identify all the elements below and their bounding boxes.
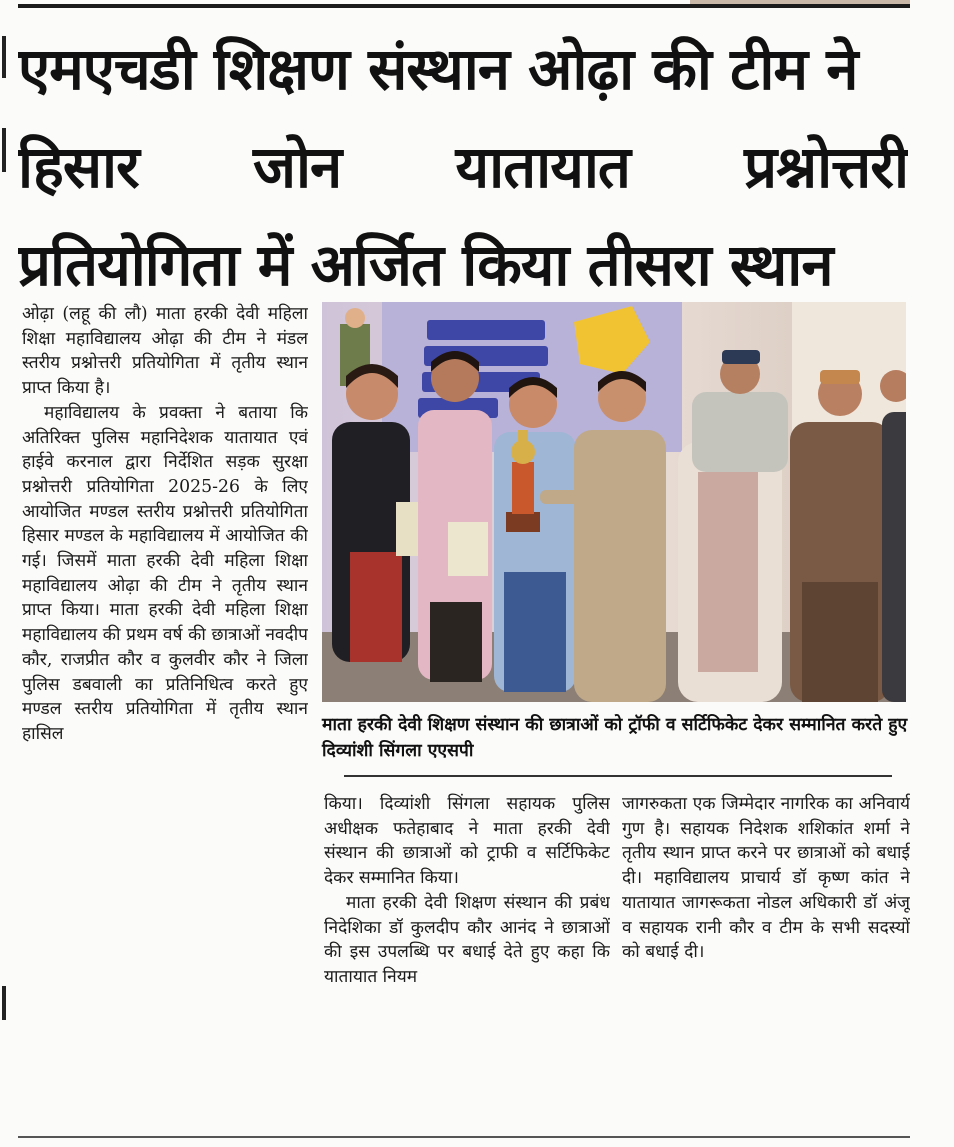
person	[880, 370, 906, 702]
photo-caption: माता हरकी देवी शिक्षण संस्थान की छात्राओं को ट्रॉफी व सर्टिफिकेट देकर सम्मानित करते हुए दिव्यांशी सिंगला एएसपी	[322, 715, 908, 761]
paragraph: माता हरकी देवी शिक्षण संस्थान की प्रबंध निदेशिका डॉ कुलदीप कौर आनंद ने छात्राओं की इस उपलब्धि पर बधाई देते हुए कहा कि यातायात नियम	[324, 892, 610, 987]
headline-line-3: प्रतियोगिता में अर्जित किया तीसरा स्थान	[18, 231, 833, 299]
caption-rule	[344, 775, 892, 777]
award-photo	[322, 302, 906, 702]
headline	[18, 20, 908, 314]
body-column-2	[324, 792, 610, 1112]
headline-line-1: एमएचडी शिक्षण संस्थान ओढ़ा की टीम ने	[18, 35, 858, 103]
paragraph: महाविद्यालय के प्रवक्ता ने बताया कि अतिरिक्त पुलिस महानिदेशक यातायात एवं हाईवे करनाल द्वारा निर्देशित सड़क सुरक्षा प्रश्नोत्तरी प्रतियोगिता 2025-26 के लिए आयोजित मण्डल स्तरीय प्रश्नोत्तरी प्रतियोगिता हिसार मण्डल के महाविद्यालय में आयोजित की गई। जिसमें माता हरकी देवी महिला शिक्षा महाविद्यालय ओढ़ा की टीम ने तृतीय स्थान प्राप्त किया। माता हरकी देवी महिला शिक्षा महाविद्यालय की प्रथम वर्ष की छात्राओं नवदीप कौर, राजप्रीत कौर व कुलवीर कौर ने जिला पुलिस डबवाली का प्रतिनिधित्व करते हुए मण्डल स्तरीय प्रतियोगिता में तृतीय स्थान हासिल	[22, 402, 308, 744]
margin-mark	[2, 986, 6, 1020]
margin-mark	[2, 36, 6, 78]
headline-line-2: हिसार जोन यातायात प्रश्नोत्तरी	[18, 133, 908, 201]
body-column-3	[622, 792, 910, 1112]
paragraph: किया। दिव्यांशी सिंगला सहायक पुलिस अधीक्षक फतेहाबाद ने माता हरकी देवी संस्थान की छात्राओं को ट्राफी व सर्टिफिकेट देकर सम्मानित किया।	[324, 794, 610, 889]
body-column-1	[22, 302, 308, 1082]
bottom-rule	[18, 1136, 910, 1138]
paragraph: ओढ़ा (लहू की लौ) माता हरकी देवी महिला शिक्षा महाविद्यालय ओढ़ा की टीम ने मंडल स्तरीय प्रश्नोत्तरी प्रतियोगिता में तृतीय स्थान प्राप्त किया है।	[22, 304, 308, 399]
award-photo-illustration	[322, 302, 906, 702]
margin-mark	[2, 128, 6, 172]
paragraph: जागरुकता एक जिम्मेदार नागरिक का अनिवार्य गुण है। सहायक निदेशक शशिकांत शर्मा ने तृतीय स्थान प्राप्त करने पर छात्राओं को बधाई दी। महाविद्यालय प्राचार्य डॉ कृष्ण कांत ने यातायात जागरूकता नोडल अधिकारी डॉ अंजू व सहायक रानी कौर व टीम के सभी सदस्यों को बधाई दी।	[622, 794, 910, 963]
top-rule	[18, 4, 910, 8]
